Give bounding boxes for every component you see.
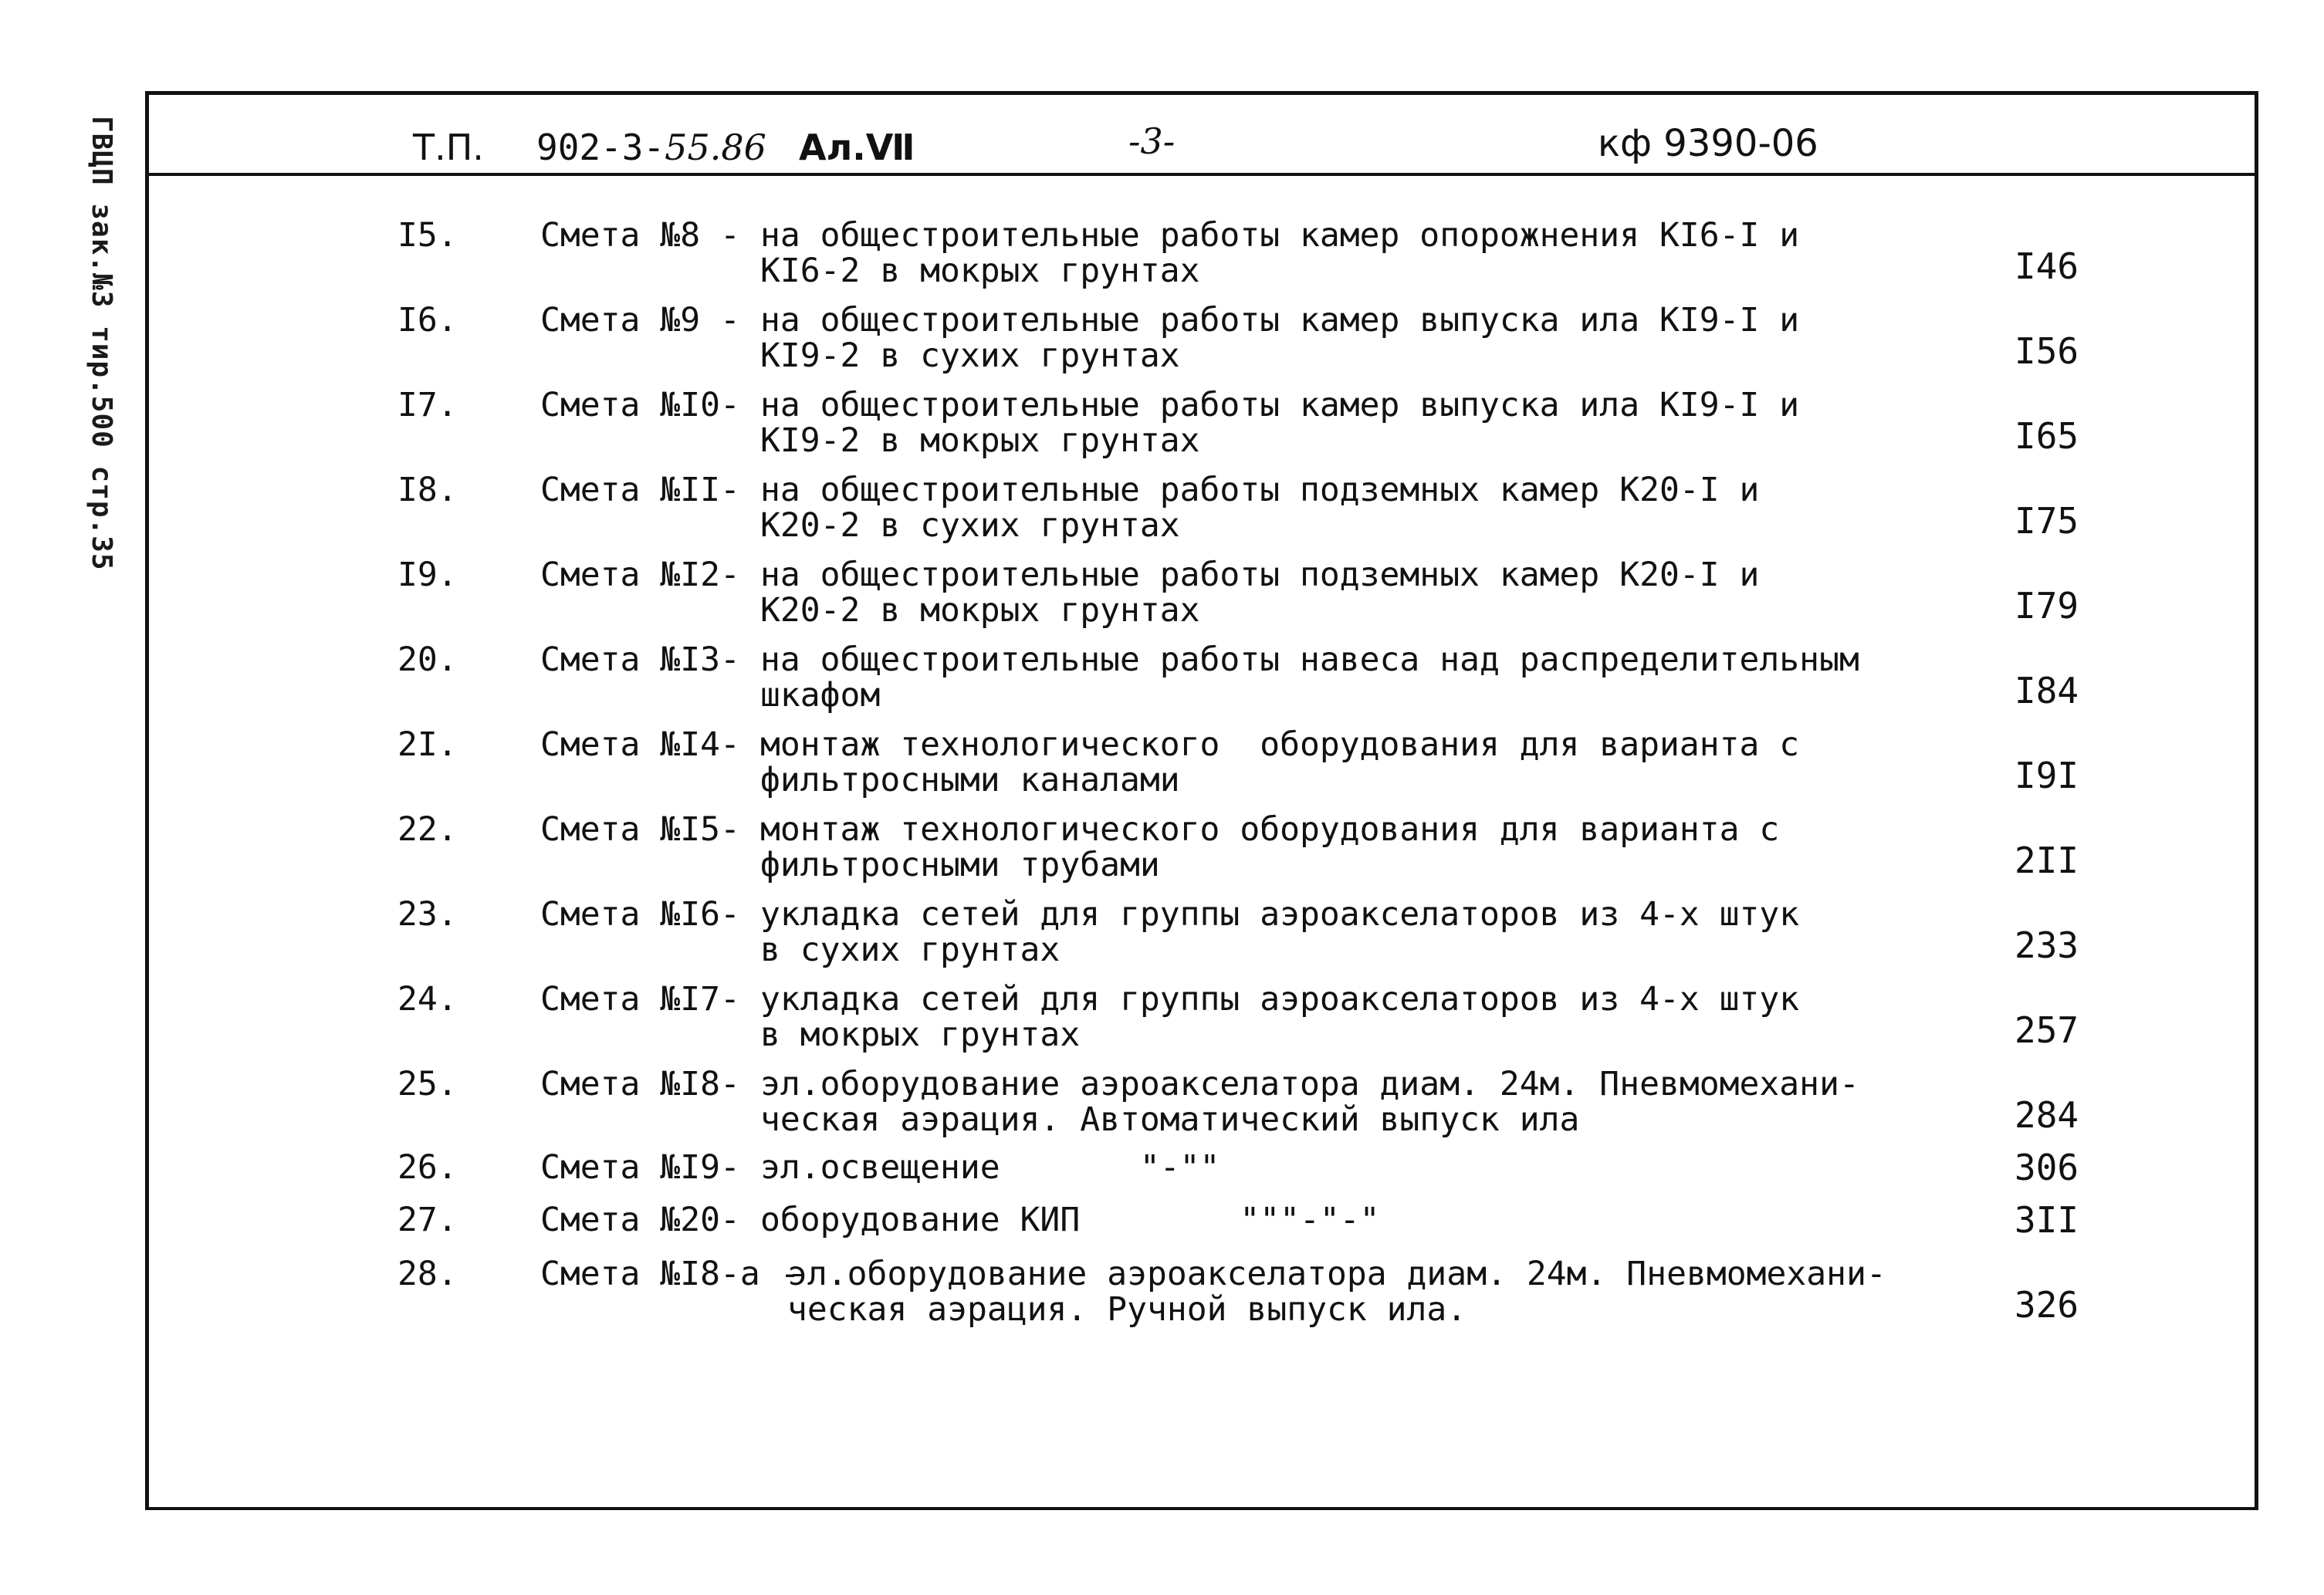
page-number: 284 <box>2014 1094 2079 1136</box>
item-number: 27. <box>397 1201 458 1239</box>
description-line-2: К20-2 в мокрых грунтах <box>760 591 1200 630</box>
item-number: I7. <box>397 386 458 424</box>
estimate-label: Смета №I8-а - <box>540 1255 800 1293</box>
header-code: кф 9390-06 <box>1598 122 1818 165</box>
item-number: I8. <box>397 471 458 509</box>
item-number: 2I. <box>397 725 458 764</box>
item-number: 22. <box>397 810 458 849</box>
header-page-number: -3- <box>1128 120 1176 162</box>
description-line-1: монтаж технологического оборудования для варианта с <box>760 810 1780 849</box>
estimate-label: Смета №I6- <box>540 895 740 934</box>
item-number: 23. <box>397 895 458 934</box>
page-number: 233 <box>2014 924 2079 966</box>
page-number: I56 <box>2014 330 2079 372</box>
description-line-1: оборудование КИП """-"-" <box>760 1201 1380 1239</box>
description-line-1: на общестроительные работы подземных камер К20-I и <box>760 471 1760 509</box>
page-number: I65 <box>2014 415 2079 457</box>
description-line-1: эл.оборудование аэроакселатора диам. 24м. Пневмомехани- <box>760 1065 1859 1103</box>
header-number-handwritten: 55.86 <box>665 127 766 168</box>
header-number-printed: 902-3- <box>536 127 665 168</box>
description-line-2: ческая аэрация. Ручной выпуск ила. <box>787 1290 1467 1329</box>
header-divider <box>145 173 2258 176</box>
estimate-label: Смета №II- <box>540 471 740 509</box>
item-number: I5. <box>397 216 458 255</box>
description-line-2: КI9-2 в сухих грунтах <box>760 336 1180 375</box>
page-number: 326 <box>2014 1284 2079 1326</box>
description-line-2: КI9-2 в мокрых грунтах <box>760 421 1200 460</box>
estimate-label: Смета №I8- <box>540 1065 740 1103</box>
estimate-label: Смета №20- <box>540 1201 740 1239</box>
description-line-2: шкафом <box>760 676 881 715</box>
estimate-label: Смета №I2- <box>540 556 740 594</box>
description-line-2: КI6-2 в мокрых грунтах <box>760 252 1200 290</box>
estimate-label: Смета №I4- <box>540 725 740 764</box>
estimate-label: Смета №9 - <box>540 301 740 340</box>
page-number: I75 <box>2014 500 2079 542</box>
item-number: 20. <box>397 640 458 679</box>
description-line-1: эл.освещение "-"" <box>760 1148 1220 1187</box>
description-line-1: на общестроительные работы навеса над распределительным <box>760 640 1859 679</box>
description-line-1: монтаж технологического оборудования для варианта с <box>760 725 1800 764</box>
header-tp: Т.П. <box>413 127 484 168</box>
header-project-number <box>536 127 766 168</box>
description-line-2: фильтросными каналами <box>760 761 1180 799</box>
description-line-2: фильтросными трубами <box>760 846 1160 884</box>
page-number: 3II <box>2014 1199 2079 1241</box>
description-line-2: К20-2 в сухих грунтах <box>760 506 1180 545</box>
description-line-1: эл.оборудование аэроакселатора диам. 24м. Пневмомехани- <box>787 1255 1886 1293</box>
estimate-label: Смета №I0- <box>540 386 740 424</box>
page-number: 257 <box>2014 1009 2079 1051</box>
description-line-1: укладка сетей для группы аэроакселаторов из 4-х штук <box>760 980 1800 1019</box>
page-number: I84 <box>2014 670 2079 711</box>
item-number: I9. <box>397 556 458 594</box>
description-line-1: на общестроительные работы подземных камер К20-I и <box>760 556 1760 594</box>
header-album: Ал.Ⅶ <box>799 127 915 168</box>
side-stamp: ГВЦП зак.№3 тир.500 стр.35 <box>86 116 117 571</box>
estimate-label: Смета №I9- <box>540 1148 740 1187</box>
description-line-2: в мокрых грунтах <box>760 1015 1081 1054</box>
item-number: 28. <box>397 1255 458 1293</box>
item-number: 24. <box>397 980 458 1019</box>
estimate-label: Смета №I5- <box>540 810 740 849</box>
description-line-2: в сухих грунтах <box>760 931 1061 969</box>
estimate-label: Смета №I3- <box>540 640 740 679</box>
description-line-1: на общестроительные работы камер выпуска ила КI9-I и <box>760 301 1800 340</box>
page-number: 2II <box>2014 840 2079 881</box>
description-line-1: укладка сетей для группы аэроакселаторов из 4-х штук <box>760 895 1800 934</box>
description-line-1: на общестроительные работы камер опорожнения КI6-I и <box>760 216 1800 255</box>
item-number: I6. <box>397 301 458 340</box>
estimate-label: Смета №8 - <box>540 216 740 255</box>
estimate-label: Смета №I7- <box>540 980 740 1019</box>
page-number: I79 <box>2014 585 2079 627</box>
page-number: I46 <box>2014 245 2079 287</box>
item-number: 26. <box>397 1148 458 1187</box>
item-number: 25. <box>397 1065 458 1103</box>
description-line-1: на общестроительные работы камер выпуска ила КI9-I и <box>760 386 1800 424</box>
page-number: I9I <box>2014 755 2079 796</box>
page-number: 306 <box>2014 1147 2079 1188</box>
description-line-2: ческая аэрация. Автоматический выпуск ила <box>760 1100 1580 1139</box>
